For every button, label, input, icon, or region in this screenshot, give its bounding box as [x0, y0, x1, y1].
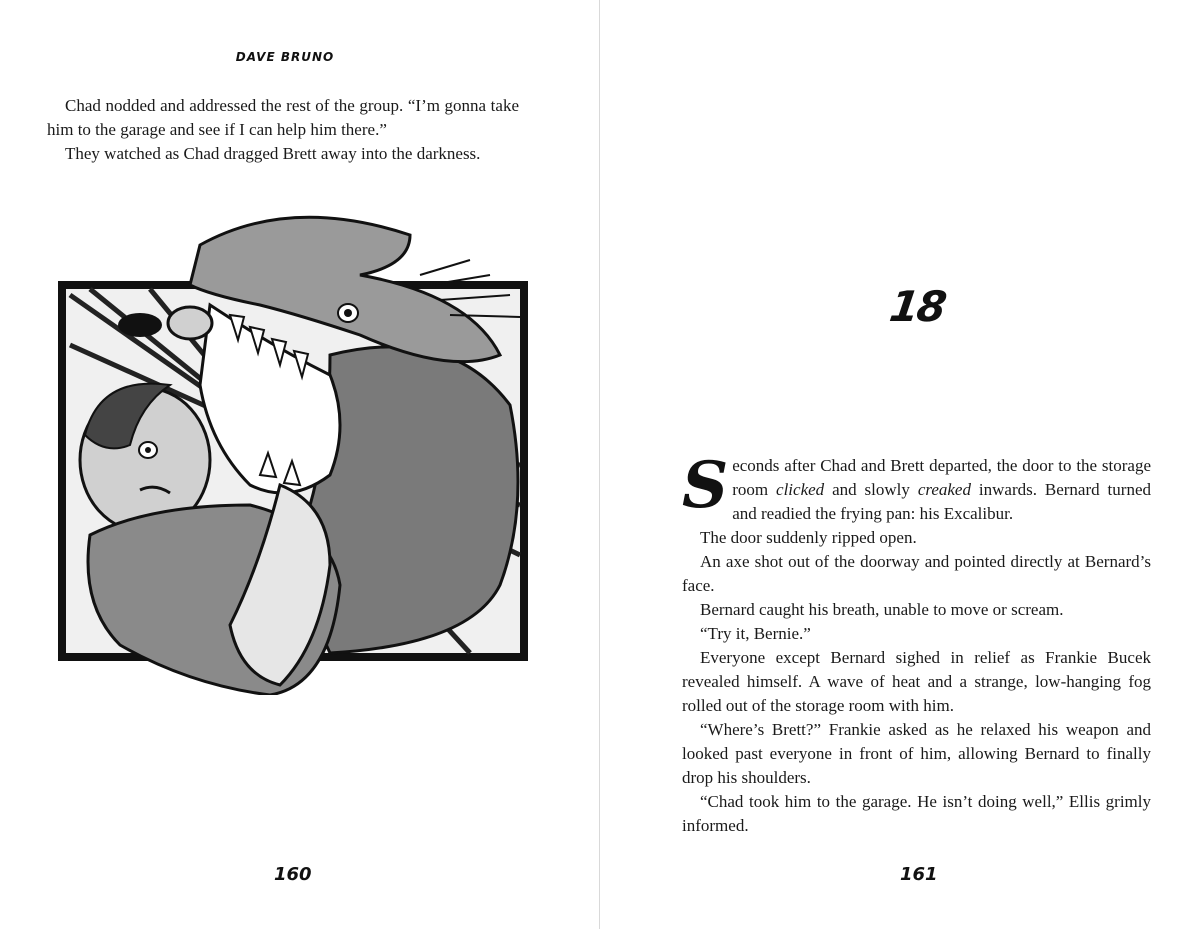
chapter-number: 18 — [886, 282, 948, 331]
paragraph: “Try it, Bernie.” — [700, 624, 811, 643]
paragraph: Chad nodded and addressed the rest of the group. “I’m gonna take him to the garage and see if I can help him there.” — [47, 96, 519, 139]
opening-paragraph: Seconds after Chad and Brett departed, the door to the storage room clicked and slowly creaked inwards. Bernard turned and readied the frying pan: his Excalibur. — [682, 448, 1151, 523]
right-page-body — [682, 448, 1151, 838]
drop-cap: S — [682, 448, 729, 523]
paragraph: They watched as Chad dragged Brett away into the darkness. — [65, 144, 481, 163]
paragraph: An axe shot out of the doorway and pointed directly at Bernard’s face. — [682, 552, 1151, 595]
paragraph: Bernard caught his breath, unable to move or scream. — [700, 600, 1064, 619]
running-head: DAVE BRUNO — [235, 50, 335, 64]
page-number: 161 — [900, 864, 938, 885]
page-number: 160 — [274, 864, 312, 885]
paragraph: “Where’s Brett?” Frankie asked as he relaxed his weapon and looked past everyone in front of him, allowing Bernard to finally drop his shoulders. — [682, 720, 1151, 787]
paragraph: Everyone except Bernard sighed in relief as Frankie Bucek revealed himself. A wave of heat and a strange, low-hanging fog rolled out of the storage room with him. — [682, 648, 1151, 715]
paragraph: The door suddenly ripped open. — [700, 528, 917, 547]
paragraph: “Chad took him to the garage. He isn’t doing well,” Ellis grimly informed. — [682, 792, 1151, 835]
left-page-body — [47, 94, 519, 166]
monster-attack-illustration — [30, 205, 540, 695]
right-page — [600, 0, 1199, 929]
